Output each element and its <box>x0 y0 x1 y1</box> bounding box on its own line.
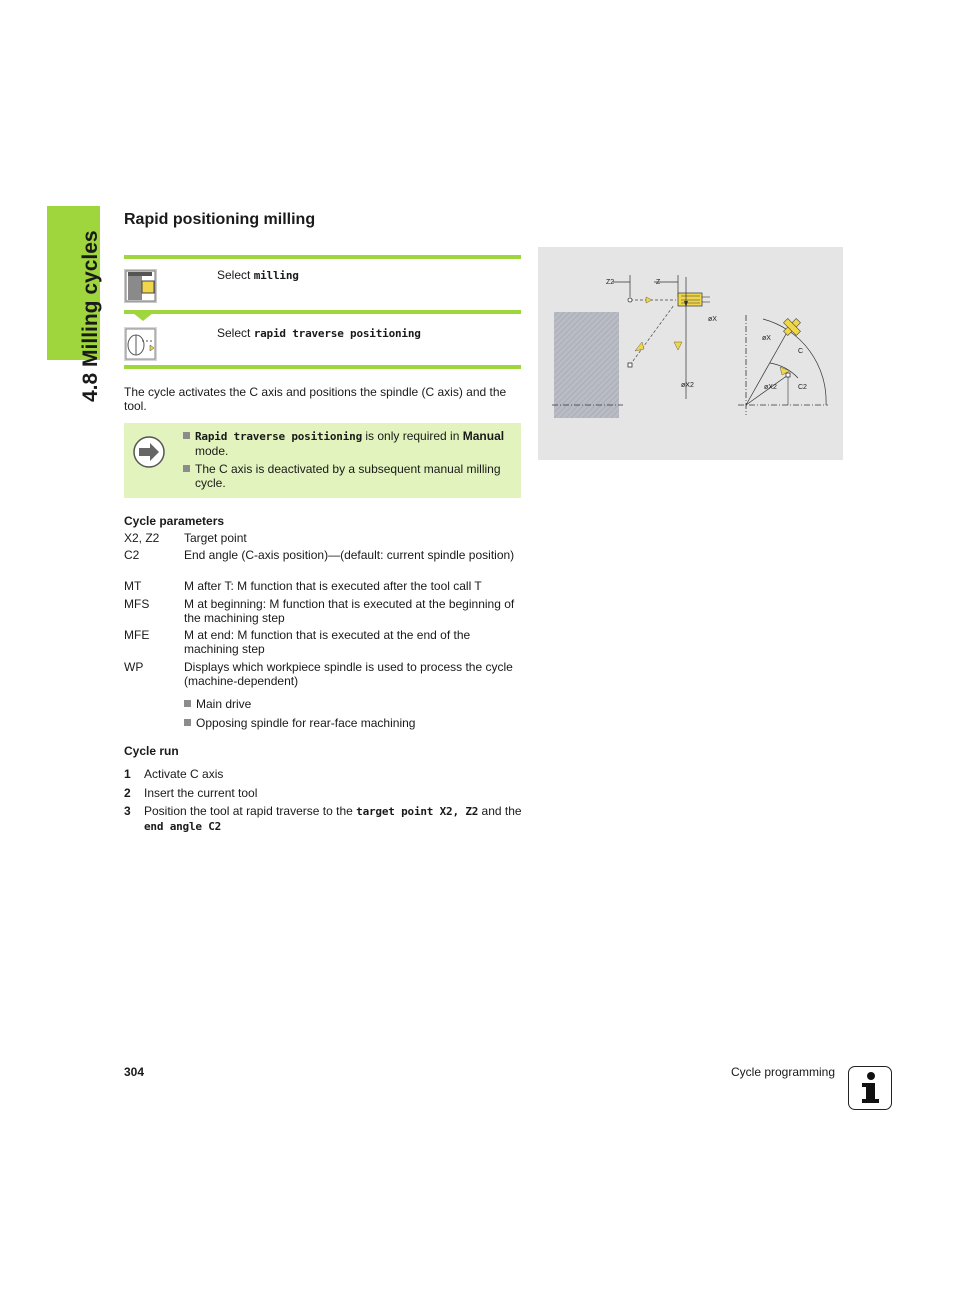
side-tab-label: 4.8 Milling cycles <box>79 230 102 402</box>
param-key: C2 <box>124 548 140 562</box>
bullet-square-icon <box>184 700 191 707</box>
param-value: End angle (C-axis position)—(default: current spindle position) <box>184 548 515 562</box>
section-title: Rapid positioning milling <box>124 211 316 228</box>
step-number: 3 <box>124 804 131 818</box>
param-value: Displays which workpiece spindle is used to process the cycle (machine-dependent) <box>184 660 513 688</box>
label-x-right: øX <box>762 335 771 342</box>
chapter-title: Cycle programming <box>731 1065 836 1079</box>
note-code: Rapid traverse positioning <box>195 430 362 443</box>
step-text: Insert the current tool <box>144 786 258 800</box>
step-number: 1 <box>124 767 131 781</box>
workpiece <box>554 312 619 418</box>
milling-code: milling <box>253 269 299 282</box>
info-icon <box>848 1066 892 1110</box>
step-number: 2 <box>124 786 131 800</box>
note-item <box>183 429 513 459</box>
note-item <box>183 462 513 492</box>
cycle-run-heading: Cycle run <box>124 744 179 758</box>
select-label: Select <box>217 268 251 282</box>
label-x: øX <box>708 316 717 323</box>
param-key: MT <box>124 579 142 593</box>
wp-option: Opposing spindle for rear-face machining <box>184 716 415 730</box>
step-text: Position the tool at rapid traverse to the target point X2, Z2 and the end angle C2 <box>144 804 522 833</box>
down-arrow-icon <box>133 313 153 321</box>
end-angle-code: end angle C2 <box>144 820 222 833</box>
cycle-parameters-heading: Cycle parameters <box>124 514 225 528</box>
note-bold: Manual <box>462 429 505 443</box>
param-value: Target point <box>184 531 247 545</box>
divider <box>124 310 521 314</box>
label-x2-right: øX2 <box>764 384 777 391</box>
label-z2: Z2 <box>606 279 615 286</box>
bullet-square-icon <box>183 432 190 439</box>
param-value: M at end: M function that is executed at the end of the machining step <box>184 628 471 656</box>
param-value: M at beginning: M function that is executed at the beginning of the machining step <box>184 597 515 625</box>
param-key: X2, Z2 <box>124 531 160 545</box>
rapid-traverse-positioning-code: rapid traverse positioning <box>253 327 421 340</box>
param-key: WP <box>124 660 144 674</box>
divider <box>124 365 521 369</box>
label-x2: øX2 <box>681 382 694 389</box>
target-point-code: target point X2, Z2 <box>356 805 479 818</box>
label-c2: C2 <box>798 384 807 391</box>
label-c: C <box>798 348 804 355</box>
select-label: Select <box>217 326 251 340</box>
bullet-square-icon <box>184 719 191 726</box>
note-text: is only required in <box>365 429 460 443</box>
wp-option: Main drive <box>184 697 251 711</box>
note-text-end: mode. <box>195 444 229 458</box>
positioning-diagram <box>538 247 843 460</box>
rapid-positioning-softkey-icon <box>124 327 157 361</box>
param-value: M after T: M function that is executed after the tool call T <box>184 579 482 593</box>
note-text: The C axis is deactivated by a subsequent manual milling cycle. <box>195 462 501 490</box>
bullet-square-icon <box>183 465 190 472</box>
divider <box>124 255 521 259</box>
step-text: Activate C axis <box>144 767 224 781</box>
milling-softkey-icon <box>124 269 157 303</box>
label-z: Z <box>656 279 661 286</box>
page-number: 304 <box>124 1065 145 1079</box>
intro-paragraph: The cycle activates the C axis and positions the spindle (C axis) and the tool. <box>124 385 507 413</box>
param-key: MFS <box>124 597 150 611</box>
param-key: MFE <box>124 628 150 642</box>
milling-tool <box>678 293 702 306</box>
arrow-right-icon <box>133 436 165 468</box>
